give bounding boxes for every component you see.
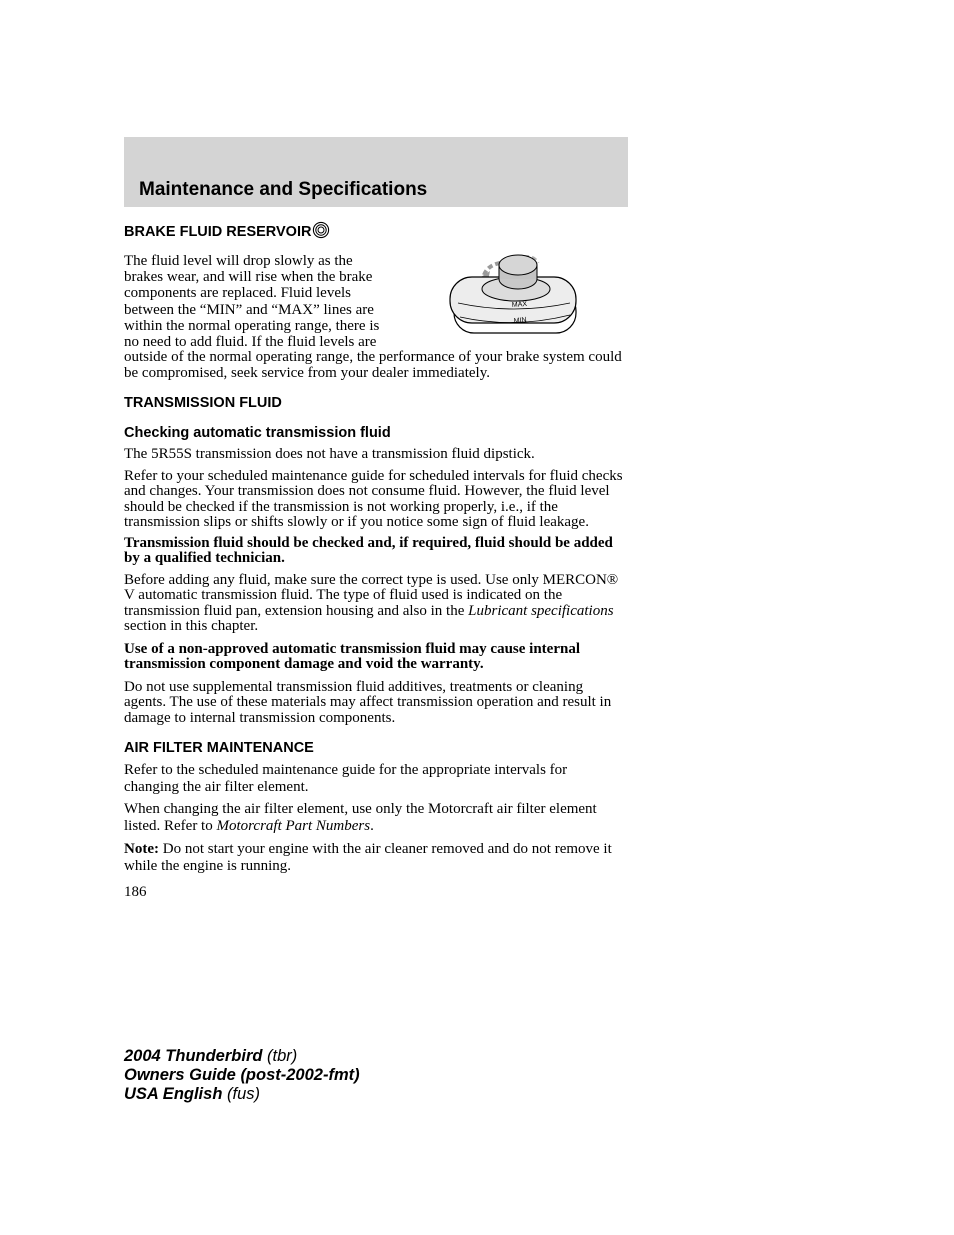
checking-fluid-subheading: Checking automatic transmission fluid <box>124 425 391 442</box>
footer-line-3: USA English (fus) <box>124 1085 260 1103</box>
footer-line-2: Owners Guide (post-2002-fmt) <box>124 1066 360 1084</box>
note-label: Note: <box>124 841 159 858</box>
min-line-label: MIN <box>513 316 527 325</box>
air-filter-paragraph-2: When changing the air filter element, use only the Motorcraft air filter element listed. Refer to Motorcraft Part Numbers. <box>124 801 597 834</box>
brake-fluid-paragraph-continued: outside of the normal operating range, the performance of your brake system could be compromised, seek service from your dealer immediately. <box>124 349 622 381</box>
max-line-label: MAX <box>511 300 528 309</box>
transmission-warning-1: Transmission fluid should be checked and, if required, fluid should be added by a qualified technician. <box>124 534 613 567</box>
page-content <box>124 221 624 901</box>
brake-reservoir-illustration <box>444 243 584 343</box>
air-filter-heading: AIR FILTER MAINTENANCE <box>124 740 314 757</box>
transmission-warning-2: Use of a non-approved automatic transmission fluid may cause internal transmission component damage and void the warranty. <box>124 640 580 673</box>
document-footer <box>124 1047 360 1104</box>
page-number: 186 <box>124 884 147 901</box>
transmission-paragraph-6: Do not use supplemental transmission fluid additives, treatments or cleaning agents. The use of these materials may affect transmission operation and result in damage to internal transmission components. <box>124 678 612 726</box>
motorcraft-part-numbers-reference: Motorcraft Part Numbers <box>216 817 371 834</box>
lubricant-specifications-reference: Lubricant specifications <box>468 602 614 619</box>
transmission-paragraph-2: Refer to your scheduled maintenance guide for scheduled intervals for fluid checks and changes. Your transmission does not consume fluid. However, the fluid level should be checked if the transmission is not working properly, i.e., if the transmission slips or shifts slowly or if you notice some sign of fluid leakage. <box>124 467 623 531</box>
air-filter-note: Note: Do not start your engine with the air cleaner removed and do not remove it while the engine is running. <box>124 841 612 874</box>
footer-line-1: 2004 Thunderbird (tbr) <box>124 1047 298 1065</box>
transmission-paragraph-4: Before adding any fluid, make sure the correct type is used. Use only MERCON® V automatic transmission fluid. The type of fluid used is indicated on the transmission fluid pan, extension housing and also in the Lubricant specifications section in this chapter. <box>124 571 619 635</box>
brake-warning-symbol-icon <box>312 221 330 243</box>
section-header-band <box>124 137 628 207</box>
transmission-fluid-heading: TRANSMISSION FLUID <box>124 395 282 412</box>
transmission-paragraph-1: The 5R55S transmission does not have a transmission fluid dipstick. <box>124 446 535 463</box>
brake-fluid-heading: BRAKE FLUID RESERVOIR <box>124 221 624 243</box>
air-filter-paragraph-1: Refer to the scheduled maintenance guide for the appropriate intervals for changing the air filter element. <box>124 762 568 795</box>
section-title: Maintenance and Specifications <box>139 179 428 200</box>
brake-fluid-paragraph-wrapped: The fluid level will drop slowly as the brakes wear, and will rise when the brake components are replaced. Fluid levels between the “MIN” and “MAX” lines are within the normal operating range, there is no need to add fluid. If the fluid levels are <box>124 253 380 351</box>
